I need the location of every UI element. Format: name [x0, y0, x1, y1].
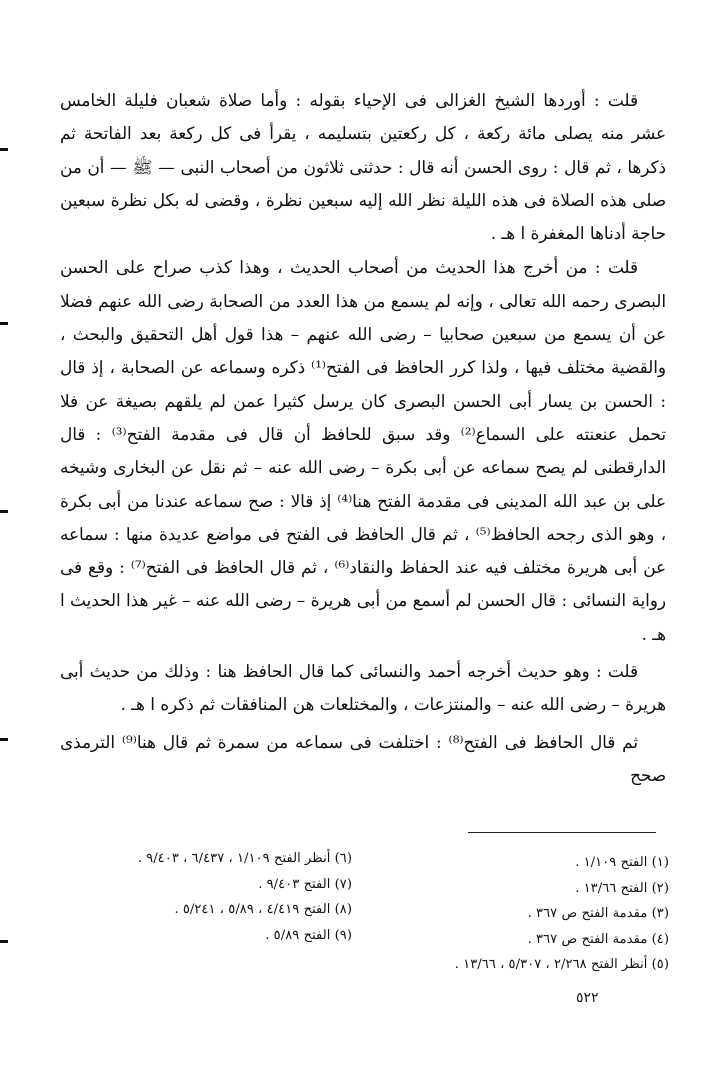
footnote-4: (٤) مقدمة الفتح ص ٣٦٧ . [527, 931, 669, 947]
footnote-6: (٦) أنظر الفتح ١/١٠٩ ، ٦/٤٣٧ ، ٩/٤٠٣ . [137, 851, 352, 866]
footnote-divider [468, 832, 656, 833]
margin-mark [0, 510, 8, 513]
paragraph-2: قلت : من أخرج هذا الحديث من أصحاب الحديث ، وهذا كذب صراح على الحسن البصرى رحمه الله تعالى ، وإنه لم يسمع من هذا العدد من الصحابة رضى الله عنهم فضلا عن أن يسمع من سبعين صحابيا – رضى الله عنهم – هذا قول أهل التحقيق والبحث ، والقضية مختلف فيها ، ولذا كرر الحافظ فى الفتح⁽¹⁾ ذكره وسماعه عن الصحابة ، إذ قال : الحسن بن يسار أبى الحسن البصرى كان يرسل كثيرا عمن لم يلقهم بصيغة عن فلا تحمل عنعنته على السماع⁽²⁾ وقد سبق للحافظ أن قال فى مقدمة الفتح⁽³⁾ : قال الدارقطنى لم يصح سماعه عن أبى بكرة – رضى الله عنه – ثم نقل عن البخارى وشيخه على بن عبد الله المدينى فى مقدمة الفتح هنا⁽⁴⁾ إذ قالا : صح سماعه عندنا من أبى بكرة ، وهو الذى رجحه الحافظ⁽⁵⁾ ، ثم قال الحافظ فى الفتح فى مواضع عديدة منها : سماعه عن أبى هريرة مختلف فيه عند الحفاظ والنقاد⁽⁶⁾ ، ثم قال الحافظ فى الفتح⁽⁷⁾ : وقع فى رواية النسائى : قال الحسن لم أسمع من أبى هريرة – رضى الله عنه – غير هذا الحديث ا هـ . [60, 257, 667, 644]
footnotes-left-column [52, 846, 352, 948]
footnote-8: (٨) الفتح ٤/٤١٩ ، ٥/٨٩ ، ٥/٢٤١ . [174, 902, 352, 917]
margin-mark [0, 148, 8, 151]
paragraph-3: قلت : وهو حديث أخرجه أحمد والنسائى كما قال الحافظ هنا : وذلك من حديث أبى هريرة – رضى الله عنه – والمنتزعات ، والمختلعات هن المنافقات ثم ذكره ا هـ . [60, 661, 666, 715]
margin-mark [0, 322, 8, 325]
page-number: ٥٢٢ [576, 990, 599, 1006]
footnotes-right-column [369, 850, 669, 978]
margin-mark [0, 940, 8, 943]
footnote-7: (٧) الفتح ٩/٤٠٣ . [258, 876, 352, 892]
footnote-5: (٥) أنظر الفتح ٢/٢٦٨ ، ٥/٣٠٧ ، ١٣/٦٦ . [454, 957, 669, 972]
footnote-9: (٩) الفتح ٥/٨٩ . [265, 927, 352, 943]
footnote-3: (٣) مقدمة الفتح ص ٣٦٧ . [527, 906, 669, 921]
main-text [60, 84, 666, 792]
footnote-2: (٢) الفتح ١٣/٦٦ . [575, 880, 669, 896]
paragraph-1: قلت : أوردها الشيخ الغزالى فى الإحياء بقوله : وأما صلاة شعبان فليلة الخامس عشر منه يصلى مائة ركعة ، كل ركعتين بتسليمه ، يقرأ فى كل ركعة بعد الفاتحة ثم ذكرها ، ثم قال : روى الحسن أنه قال : حدثنى ثلاثون من أصحاب النبى — ﷺ — أن من صلى هذه الصلاة فى هذه الليلة نظر الله إليه سبعين نظرة ، وقضى له بكل نظرة سبعين حاجة أدناها المغفرة ا هـ . [60, 90, 666, 244]
footnote-1: (١) الفتح ١/١٠٩ . [575, 855, 669, 870]
paragraph-4: ثم قال الحافظ فى الفتح⁽⁸⁾ : اختلفت فى سماعه من سمرة ثم قال هنا⁽⁹⁾ الترمذى صحح [60, 731, 666, 785]
margin-mark [0, 738, 8, 741]
